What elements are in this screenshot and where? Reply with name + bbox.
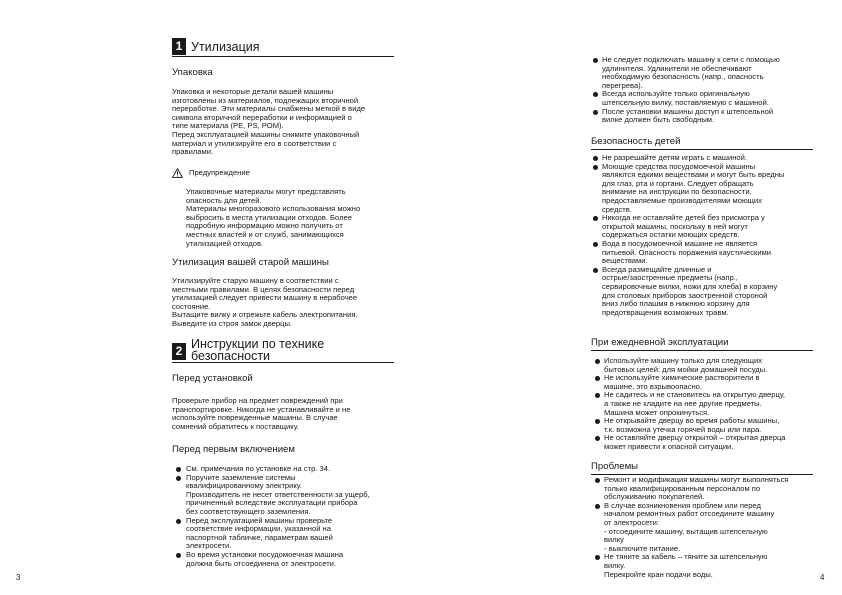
list-item: Используйте машину только для следующих бытовых целей: для мойки домашней посуды. (593, 357, 818, 374)
section-title (191, 338, 324, 362)
list-item: Не тяните за кабель – тяните за штепсельную вилку. Перекройте кран подачи воды. (593, 553, 818, 579)
section-number: 1 (172, 38, 186, 55)
section-2-header (172, 338, 324, 362)
first-start-heading: Перед первым включением (172, 444, 295, 455)
list-item: В случае возникновения проблем или перед началом ремонтных работ отсоедините машину от электросети: - отсоедините машину, вытащив штепсельную вилку - выключите питание. (593, 502, 818, 554)
list-item: Не следует подключать машину к сети с помощью удлинителя. Удлинители не обеспечивают необходимую безопасность (напр., опасность перегрева). (591, 56, 816, 90)
daily-use-heading: При ежедневной эксплуатации (591, 337, 729, 348)
list-item: Всегда используйте только оригинальную штепсельную вилку, поставляемую с машиной. (591, 90, 816, 107)
first-start-list (174, 465, 399, 568)
old-machine-heading: Утилизация вашей старой машины (172, 257, 329, 268)
section-1-header (172, 38, 260, 55)
list-item: Никогда не оставляйте детей без присмотра у открытой машины, поскольку в ней могут содержаться остатки моющих средств. (591, 214, 819, 240)
list-item: Ремонт и модификация машины могут выполняться только квалифицированным персоналом по обслуживанию покупателей. (593, 476, 818, 502)
before-install-text: Проверьте прибор на предмет повреждений при транспортировке. Никогда не устанавливайте и не используйте поврежденные машины. В случае сомнений обратитесь к поставщику. (172, 396, 351, 431)
problems-list (593, 476, 818, 579)
list-item: Во время установки посудомоечная машина должна быть отсоединена от электросети. (174, 551, 399, 568)
list-item: Не открывайте дверцу во время работы машины, т.к. возможна утечка горячей воды или пара. (593, 417, 818, 434)
list-item: После установки машины доступ к штепсельной вилке должен быть свободным. (591, 108, 816, 125)
warning-text: Упаковочные материалы могут представлять опасность для детей. Материалы многоразового использования можно выбросить в места утилизации отходов. Более подробную информацию можно получить от местных властей и от служб, занимающихся утилизацией отходов. (186, 187, 361, 248)
list-item: Не оставляйте дверцу открытой – открытая дверца может привести к опасной ситуации. (593, 434, 818, 451)
warning-row (172, 168, 250, 178)
list-item: Не садитесь и не становитесь на открытую дверцу, а также не кладите на нее другие предметы. Машина может опрокинуться. (593, 391, 818, 417)
section-number: 2 (172, 343, 186, 360)
section-rule (591, 149, 813, 150)
page-number-left: 3 (16, 573, 21, 582)
before-install-heading: Перед установкой (172, 373, 253, 384)
list-item: См. примечания по установке на стр. 34. (174, 465, 399, 474)
old-machine-text: Утилизируйте старую машину в соответствии с местными правилами. В целях безопасности перед утилизацией следует привести машину в нерабочее состояние. Вытащите вилку и отрежьте кабель электропитания. Выведите из строя замок дверцы. (172, 276, 358, 328)
section-title-line: Инструкции по технике (191, 337, 325, 351)
child-safety-heading: Безопасность детей (591, 136, 681, 147)
list-item: Перед эксплуатацией машины проверьте соответствие информации, указанной на паспортной табличке, параметрам вашей электросети. (174, 517, 399, 551)
section-rule (172, 56, 394, 57)
list-item: Поручите заземление системы квалифицированному электрику. Производитель не несет ответственности за ущерб, причиненный вследствие эксплуатации прибора без соответствующего заземления. (174, 474, 399, 517)
problems-heading: Проблемы (591, 461, 639, 472)
section-title: Утилизация (191, 40, 260, 54)
daily-use-list (593, 357, 818, 452)
warning-triangle-icon (172, 168, 183, 178)
section-title-line: безопасности (191, 349, 271, 363)
page-number-right: 4 (820, 573, 825, 582)
list-item: Не разрешайте детям играть с машиной. (591, 154, 819, 163)
child-safety-list (591, 154, 819, 317)
list-item: Вода в посудомоечной машине не является питьевой. Опасность поражения каустическими веществами. (591, 240, 819, 266)
section-rule (591, 350, 813, 351)
section-rule (172, 362, 394, 363)
list-item: Не используйте химические растворители в машине, это взрывоопасно. (593, 374, 818, 391)
top-list (591, 56, 816, 125)
packaging-text: Упаковка и некоторые детали вашей машины изготовлены из материалов, подлежащих вторичной переработке. Эти материалы снабжены меткой в виде символа вторичной переработки и информацией о типе материала (PE, PS, POM). Перед эксплуатацией машины снимите упаковочный материал и утилизируйте его в соответствии с правилами. (172, 87, 366, 157)
warning-label: Предупреждение (189, 167, 250, 177)
list-item: Моющие средства посудомоечной машины являются едкими веществами и могут быть вредны для глаз, рта и гортани. Следует обращать внимание на инструкции по безопасности, предоставляемые производителями моющих средств. (591, 163, 819, 215)
list-item: Всегда размещайте длинные и острые/заостренные предметы (напр., сервировочные вилки, ножи для хлеба) в корзину для столовых приборов заостренной стороной вниз либо плашмя в нижнюю корзину для предотвращения возможных травм. (591, 266, 819, 318)
packaging-heading: Упаковка (172, 67, 213, 78)
